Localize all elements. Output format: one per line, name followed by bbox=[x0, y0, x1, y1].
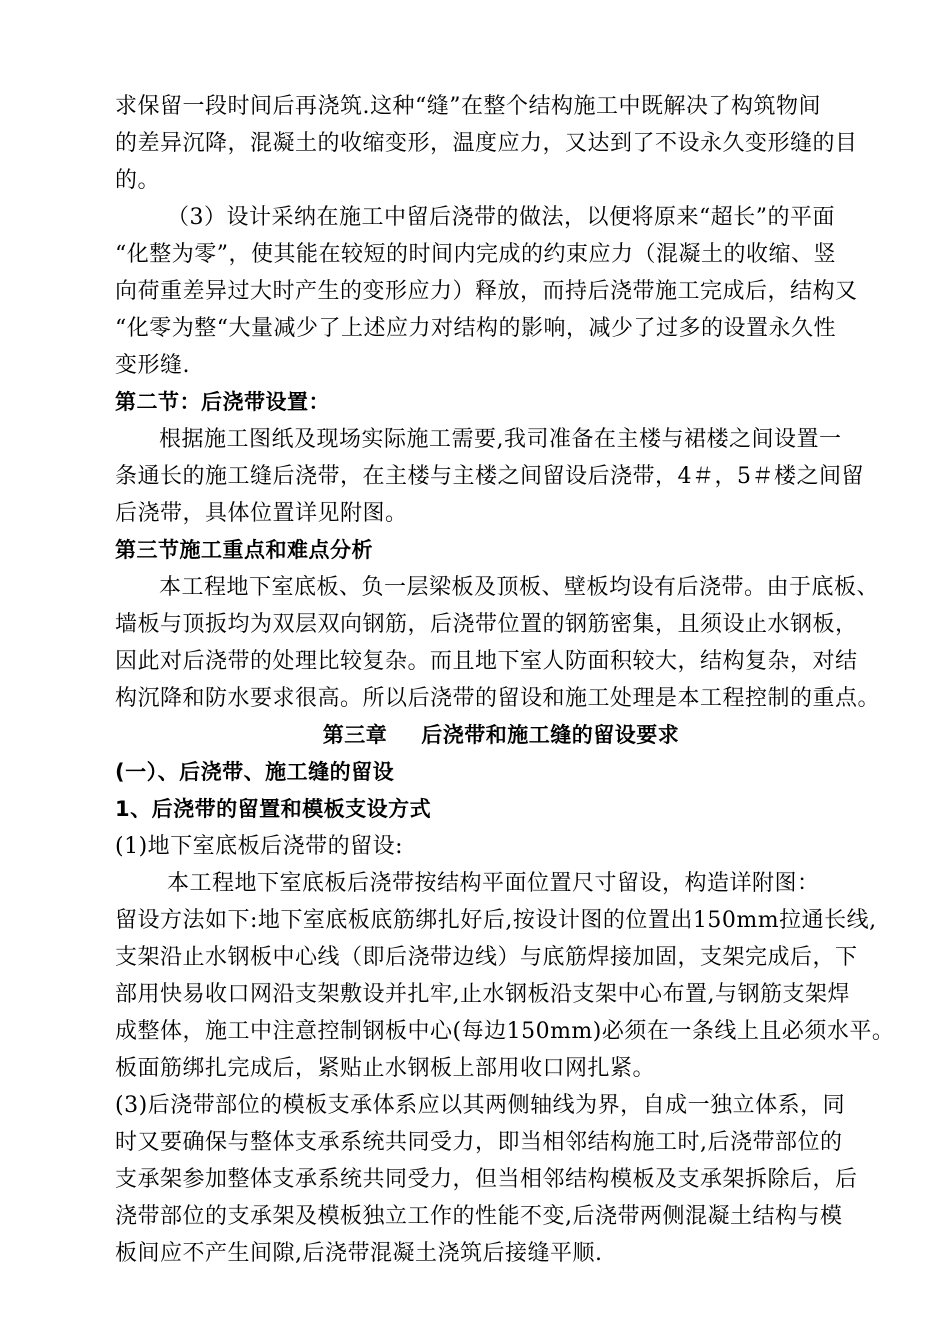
chapter-number: 第三章 bbox=[322, 723, 388, 747]
text-line: 根据施工图纸及现场实际施工需要,我司准备在主楼与裙楼之间设置一 bbox=[159, 427, 842, 452]
section-heading: 第二节：后浇带设置： bbox=[115, 390, 330, 414]
item3-paragraph bbox=[115, 1087, 867, 1272]
text-line: 的差异沉降，混凝土的收缩变形，温度应力，又达到了不设永久变形缝的目 bbox=[115, 131, 858, 156]
text-line: 向荷重差异过大时产生的变形应力）释放，而持后浇带施工完成后，结构又 bbox=[115, 279, 858, 304]
section2-paragraph bbox=[115, 421, 867, 532]
item1-paragraph bbox=[115, 865, 895, 1087]
intro-paragraph bbox=[115, 88, 867, 199]
text-line: 的。 bbox=[115, 168, 161, 193]
text-line: 墙板与顶扳均为双层双向钢筋，后浇带位置的钢筋密集，且须设止水钢板， bbox=[115, 612, 858, 637]
text-line: 成整体，施工中注意控制钢板中心(每边150mm)必须在一条线上且必须水平。 bbox=[115, 1019, 895, 1044]
text-line: 浇带部位的支承架及模板独立工作的性能不变,后浇带两侧混凝土结构与模 bbox=[115, 1204, 843, 1229]
text-line: （3）设计采纳在施工中留后浇带的做法，以便将原来“超长”的平面 bbox=[167, 205, 835, 230]
section3-paragraph bbox=[115, 569, 881, 717]
text-line: 板间应不产生间隙,后浇带混凝土浇筑后接缝平顺. bbox=[115, 1241, 603, 1266]
text-line: “化零为整“大量减少了上述应力对结构的影响，减少了过多的设置永久性 bbox=[115, 316, 836, 341]
design-paragraph bbox=[115, 199, 867, 384]
text-line: 支架沿止水钢板中心线（即后浇带边线）与底筋焊接加固，支架完成后，下 bbox=[115, 945, 858, 970]
text-line: 时又要确保与整体支承系统共同受力，即当相邻结构施工时,后浇带部位的 bbox=[115, 1130, 843, 1155]
text-line: (3)后浇带部位的模板支承体系应以其两侧轴线为界，自成一独立体系，同 bbox=[115, 1093, 846, 1118]
text-line: 变形缝. bbox=[115, 353, 190, 378]
subsection-heading: 1、后浇带的留置和模板支设方式 bbox=[115, 797, 432, 821]
text-line: 条通长的施工缝后浇带，在主楼与主楼之间留设后浇带，4＃，5＃楼之间留 bbox=[115, 464, 864, 489]
text-line: 求保留一段时间后再浇筑.这种“缝”在整个结构施工中既解决了构筑物间 bbox=[115, 94, 821, 119]
subsection-heading: (一）、后浇带、施工缝的留设 bbox=[115, 760, 395, 784]
document-page bbox=[115, 88, 895, 1272]
text-line: 板面筋绑扎完成后，紧贴止水钢板上部用收口网扎紧。 bbox=[115, 1056, 656, 1081]
text-line: 因此对后浇带的处理比较复杂。而且地下室人防面积较大，结构复杂，对结 bbox=[115, 649, 858, 674]
text-line: 本工程地下室底板、负一层梁板及顶板、壁板均设有后浇带。由于底板、 bbox=[159, 575, 880, 600]
text-line: 支承架参加整体支承系统共同受力，但当相邻结构模板及支承架拆除后，后 bbox=[115, 1167, 858, 1192]
text-line: 本工程地下室底板后浇带按结构平面位置尺寸留设，构造详附图： bbox=[167, 871, 820, 896]
chapter-heading bbox=[115, 717, 867, 754]
text-line: “化整为零”，使其能在较短的时间内完成的约束应力（混凝土的收缩、竖 bbox=[115, 242, 836, 267]
item-heading: (1)地下室底板后浇带的留设: bbox=[115, 834, 404, 859]
chapter-title: 后浇带和施工缝的留设要求 bbox=[421, 723, 680, 747]
text-line: 构沉降和防水要求很高。所以后浇带的留设和施工处理是本工程控制的重点。 bbox=[115, 686, 881, 711]
text-line: 部用快易收口网沿支架敷设并扎牢,止水钢板沿支架中心布置,与钢筋支架焊 bbox=[115, 982, 850, 1007]
text-line: 后浇带，具体位置详见附图。 bbox=[115, 501, 408, 526]
section-heading: 第三节施工重点和难点分析 bbox=[115, 538, 373, 562]
text-line: 留设方法如下:地下室底板底筋绑扎好后,按设计图的位置出150mm拉通长线, bbox=[115, 908, 877, 933]
